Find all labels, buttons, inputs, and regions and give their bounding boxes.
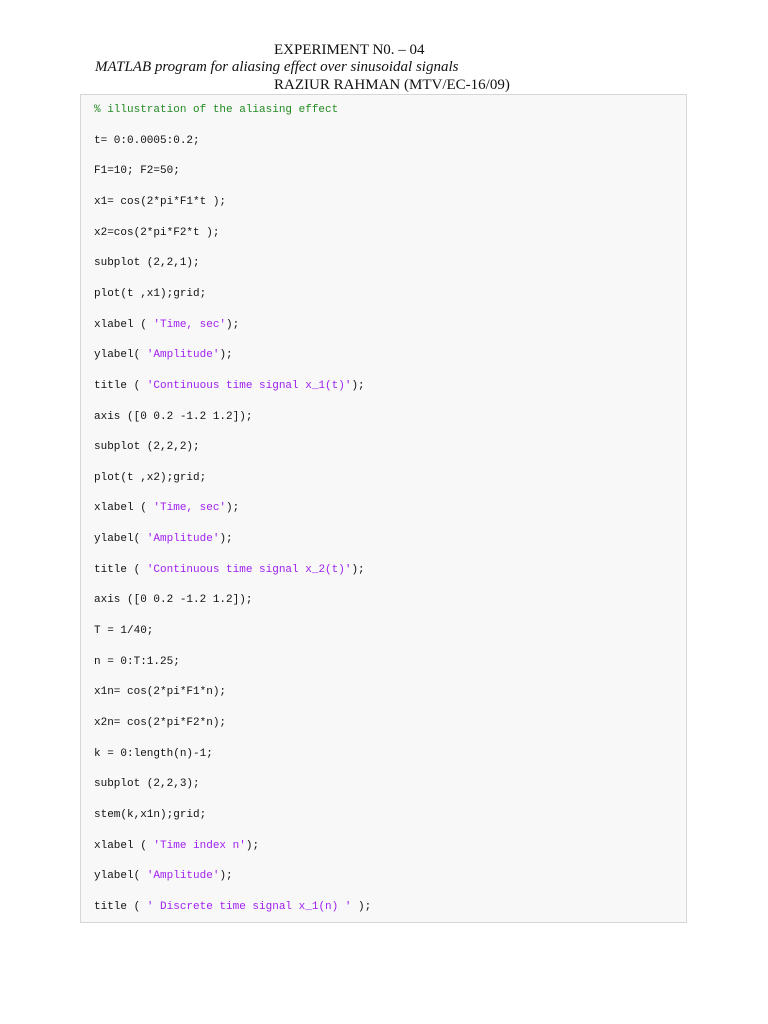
code-text: xlabel (	[94, 839, 154, 852]
code-text: plot(t ,x2);grid;	[94, 471, 207, 484]
code-text: plot(t ,x1);grid;	[94, 287, 207, 300]
code-listing	[80, 94, 687, 923]
code-string: 'Time, sec'	[153, 502, 227, 515]
code-line	[94, 471, 206, 485]
code-text: title (	[94, 563, 147, 576]
code-line	[94, 440, 200, 454]
code-line	[94, 747, 213, 761]
code-string: 'Time, sec'	[153, 318, 227, 331]
code-text: ylabel(	[94, 349, 147, 362]
code-text: ylabel(	[94, 533, 147, 546]
code-line	[94, 624, 153, 638]
code-line	[94, 716, 226, 730]
code-text: n = 0:T:1.25;	[94, 655, 180, 668]
code-text: title (	[94, 379, 147, 392]
code-string: 'Continuous time signal x_2(t)'	[146, 563, 352, 576]
code-text: );	[226, 502, 240, 515]
code-line	[94, 134, 200, 148]
code-text: title (	[94, 900, 147, 913]
code-text: t= 0:0.0005:0.2;	[94, 134, 200, 147]
code-string: 'Amplitude'	[146, 533, 220, 546]
code-line	[94, 501, 239, 515]
code-string: 'Amplitude'	[146, 870, 220, 883]
code-line	[94, 593, 252, 607]
code-text: x2n= cos(2*pi*F2*n);	[94, 717, 227, 729]
code-text: );	[219, 349, 233, 362]
code-text: subplot (2,2,3);	[94, 778, 200, 791]
experiment-subtitle: MATLAB program for aliasing effect over sinusoidal signals	[95, 59, 459, 75]
code-line	[94, 348, 233, 362]
code-line	[94, 808, 206, 822]
code-line	[94, 103, 338, 117]
code-text: xlabel (	[94, 502, 154, 515]
code-text: x1= cos(2*pi*F1*t );	[94, 195, 227, 208]
code-text: subplot (2,2,2);	[94, 441, 200, 454]
code-line	[94, 256, 200, 270]
code-text: F1=10; F2=50;	[94, 165, 180, 178]
code-string: 'Time index n'	[153, 839, 246, 852]
code-text: x2=cos(2*pi*F2*t );	[94, 226, 220, 239]
code-text: xlabel (	[94, 318, 154, 331]
code-text: ylabel(	[94, 870, 147, 883]
code-line	[94, 563, 365, 577]
code-line	[94, 839, 259, 853]
code-text: );	[351, 900, 372, 913]
code-text: k = 0:length(n)-1;	[94, 747, 213, 760]
code-text: );	[219, 533, 233, 546]
code-text: );	[351, 563, 365, 576]
code-line	[94, 777, 200, 791]
code-line	[94, 900, 371, 914]
code-line	[94, 164, 180, 178]
code-text: subplot (2,2,1);	[94, 257, 200, 270]
code-line	[94, 318, 239, 332]
code-line	[94, 226, 219, 240]
code-text: axis ([0 0.2 -1.2 1.2]);	[94, 594, 253, 607]
author-line: RAZIUR RAHMAN (MTV/EC-16/09)	[274, 77, 510, 93]
code-text: T = 1/40;	[94, 625, 154, 638]
code-text: );	[219, 870, 233, 883]
code-string: 'Continuous time signal x_1(t)'	[146, 379, 352, 392]
code-text: );	[226, 318, 240, 331]
code-text: );	[351, 379, 365, 392]
code-line	[94, 410, 252, 424]
code-text: x1n= cos(2*pi*F1*n);	[94, 686, 227, 699]
code-line	[94, 685, 226, 699]
code-line	[94, 869, 233, 883]
code-line	[94, 532, 233, 546]
code-text: );	[245, 839, 260, 852]
code-line	[94, 195, 226, 209]
code-comment: % illustration of the aliasing effect	[94, 104, 339, 116]
code-line	[94, 655, 180, 669]
code-string: 'Amplitude'	[146, 349, 220, 362]
code-text: stem(k,x1n);grid;	[94, 808, 207, 821]
code-line	[94, 379, 365, 393]
experiment-title: EXPERIMENT N0. – 04	[274, 42, 425, 58]
code-string: ' Discrete time signal x_1(n) '	[146, 900, 352, 913]
code-text: axis ([0 0.2 -1.2 1.2]);	[94, 410, 253, 423]
code-line	[94, 287, 206, 301]
